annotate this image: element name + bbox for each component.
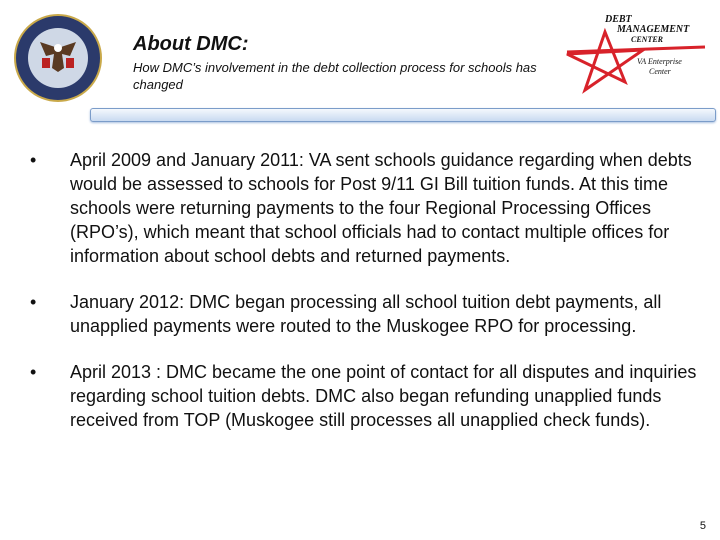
dmc-logo-line3: CENTER: [631, 35, 664, 44]
va-seal-logo: [14, 14, 102, 102]
bullet-item: [30, 148, 700, 268]
bullet-text: April 2013 : DMC became the one point of contact for all disputes and inquiries regarding school tuition debts. DMC also began refunding unapplied funds received from TOP (Muskogee still processes all unapplied check funds).: [70, 362, 697, 430]
bullet-item: [30, 290, 700, 338]
bullet-marker: •: [30, 292, 37, 312]
page-subtitle: How DMC’s involvement in the debt collection process for schools has changed: [133, 60, 537, 92]
dmc-logo: [565, 10, 715, 95]
dmc-logo-line4: VA Enterprise: [637, 57, 682, 66]
header-divider-bar: [90, 108, 716, 122]
dmc-logo-line2: MANAGEMENT: [617, 24, 690, 35]
bullet-item: [30, 360, 700, 432]
dmc-logo-line1: DEBT: [605, 14, 632, 25]
dmc-logo-line5: Center: [649, 67, 671, 76]
page-title: About DMC:: [133, 33, 249, 55]
bullet-text: April 2009 and January 2011: VA sent schools guidance regarding when debts would be assessed to schools for Post 9/11 GI Bill tuition funds. At this time schools were returning payments to the four Regional Processing Offices (RPO’s), which meant that school officials had to contact multiple offices for information about school debts and returned payments.: [70, 150, 692, 266]
bullet-marker: •: [30, 150, 37, 170]
bullet-text: January 2012: DMC began processing all school tuition debt payments, all unapplied payments were routed to the Muskogee RPO for processing.: [70, 292, 662, 336]
bullet-list: [30, 148, 700, 454]
star-icon: [565, 10, 715, 95]
eagle-icon: [38, 38, 78, 74]
page-number: 5: [699, 520, 706, 532]
bullet-marker: •: [30, 362, 37, 382]
